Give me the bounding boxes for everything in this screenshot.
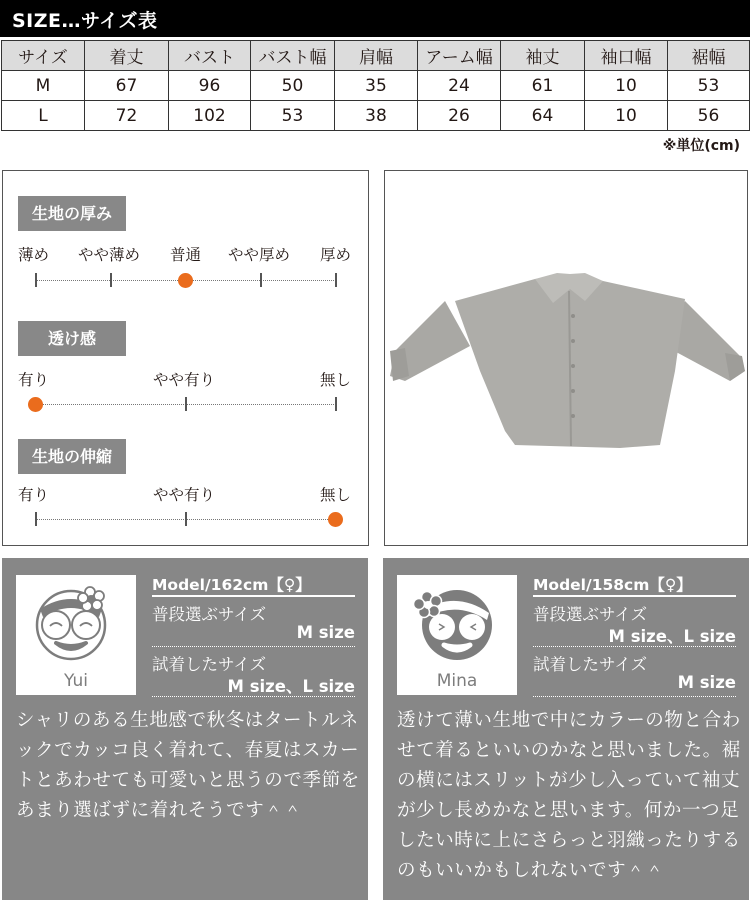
- scale-tick: [35, 512, 37, 526]
- usual-size-value: M size: [152, 623, 355, 647]
- cell: 53: [668, 71, 750, 101]
- header-bust-width: バスト幅: [251, 41, 335, 71]
- scale-label: 無し: [320, 371, 352, 389]
- cell: 50: [251, 71, 335, 101]
- transparency-indicator-dot: [28, 397, 43, 412]
- thickness-label: 生地の厚み: [18, 196, 126, 231]
- scale-label: やや厚め: [228, 246, 291, 264]
- model-name: Yui: [64, 671, 88, 691]
- thickness-indicator-dot: [178, 273, 193, 288]
- unit-note: ※単位(cm): [662, 138, 740, 154]
- cell: 38: [335, 101, 418, 131]
- scale-label: 無し: [320, 486, 352, 504]
- stretch-scale: [35, 511, 336, 527]
- size-table: [1, 40, 750, 131]
- table-row: [2, 101, 750, 131]
- cell: 53: [251, 101, 335, 131]
- usual-size-label: 普段選ぶサイズ: [152, 605, 267, 624]
- scale-tick: [260, 273, 262, 287]
- usual-size-label: 普段選ぶサイズ: [533, 605, 648, 624]
- stretch-indicator-dot: [328, 512, 343, 527]
- model-comment: シャリのある生地感で秋冬はタートルネックでカッコ良く着れて、春夏はスカートとあわせても可愛いと思うので季節をあまり選ばずに着れそうです＾＾: [16, 710, 360, 821]
- cell: 24: [418, 71, 501, 101]
- stretch-label: 生地の伸縮: [18, 439, 126, 474]
- model-info: [533, 573, 736, 697]
- cell: L: [2, 101, 85, 131]
- header-cuff-width: 袖口幅: [585, 41, 668, 71]
- header-length: 着丈: [85, 41, 169, 71]
- scale-label: 有り: [18, 371, 50, 389]
- scale-label: やや有り: [153, 486, 216, 504]
- scale-tick: [185, 512, 187, 526]
- scale-label: 有り: [18, 486, 50, 504]
- tried-size-label: 試着したサイズ: [152, 655, 267, 674]
- avatar: [397, 575, 517, 695]
- table-row: [2, 71, 750, 101]
- scale-tick: [335, 273, 337, 287]
- model-info: [152, 573, 355, 697]
- size-table-header-row: [2, 41, 750, 71]
- size-chart-title-bar: [0, 0, 750, 37]
- header-size: サイズ: [2, 41, 85, 71]
- cell: 64: [501, 101, 585, 131]
- cell: 61: [501, 71, 585, 101]
- thickness-scale: [35, 272, 336, 288]
- size-chart-title: SIZE…サイズ表: [12, 10, 158, 32]
- scale-tick: [110, 273, 112, 287]
- scale-tick: [335, 397, 337, 411]
- model-card-mina: [383, 558, 749, 900]
- tried-size-label: 試着したサイズ: [533, 655, 648, 674]
- cell: 26: [418, 101, 501, 131]
- scale-tick: [35, 273, 37, 287]
- tried-size-value: M size、L size: [152, 673, 355, 697]
- cell: 35: [335, 71, 418, 101]
- cell: 67: [85, 71, 169, 101]
- model-height: Model/162cm【♀】: [152, 573, 355, 597]
- scale-label: やや有り: [153, 371, 216, 389]
- cell: M: [2, 71, 85, 101]
- usual-size-value: M size、L size: [533, 623, 736, 647]
- cell: 56: [668, 101, 750, 131]
- product-photo: [384, 170, 748, 546]
- transparency-label: 透け感: [18, 321, 126, 356]
- avatar: [16, 575, 136, 695]
- scale-label: 普通: [170, 246, 202, 264]
- scale-label: 薄め: [18, 246, 50, 264]
- header-arm-width: アーム幅: [418, 41, 501, 71]
- cell: 10: [585, 101, 668, 131]
- transparency-scale: [35, 396, 336, 412]
- header-sleeve-length: 袖丈: [501, 41, 585, 71]
- model-comment: 透けて薄い生地で中にカラーの物と合わせて着るといいのかなと思いました。裾の横にはスリットが少し入っていて袖丈が少し長めかなと思います。何か一つ足したい時に上にさらっと羽織ったりするのもいいかもしれないです＾＾: [397, 710, 741, 881]
- shirt-image: [385, 171, 746, 544]
- cell: 10: [585, 71, 668, 101]
- header-shoulder: 肩幅: [335, 41, 418, 71]
- cell: 102: [169, 101, 251, 131]
- model-card-yui: [2, 558, 368, 900]
- cell: 72: [85, 101, 169, 131]
- cell: 96: [169, 71, 251, 101]
- model-name: Mina: [436, 671, 478, 691]
- model-height: Model/158cm【♀】: [533, 573, 736, 597]
- scale-tick: [185, 397, 187, 411]
- header-hem-width: 裾幅: [668, 41, 750, 71]
- header-bust: バスト: [169, 41, 251, 71]
- fabric-characteristics-panel: [2, 170, 369, 546]
- tried-size-value: M size: [533, 673, 736, 697]
- scale-label: やや薄め: [78, 246, 141, 264]
- scale-label: 厚め: [320, 246, 352, 264]
